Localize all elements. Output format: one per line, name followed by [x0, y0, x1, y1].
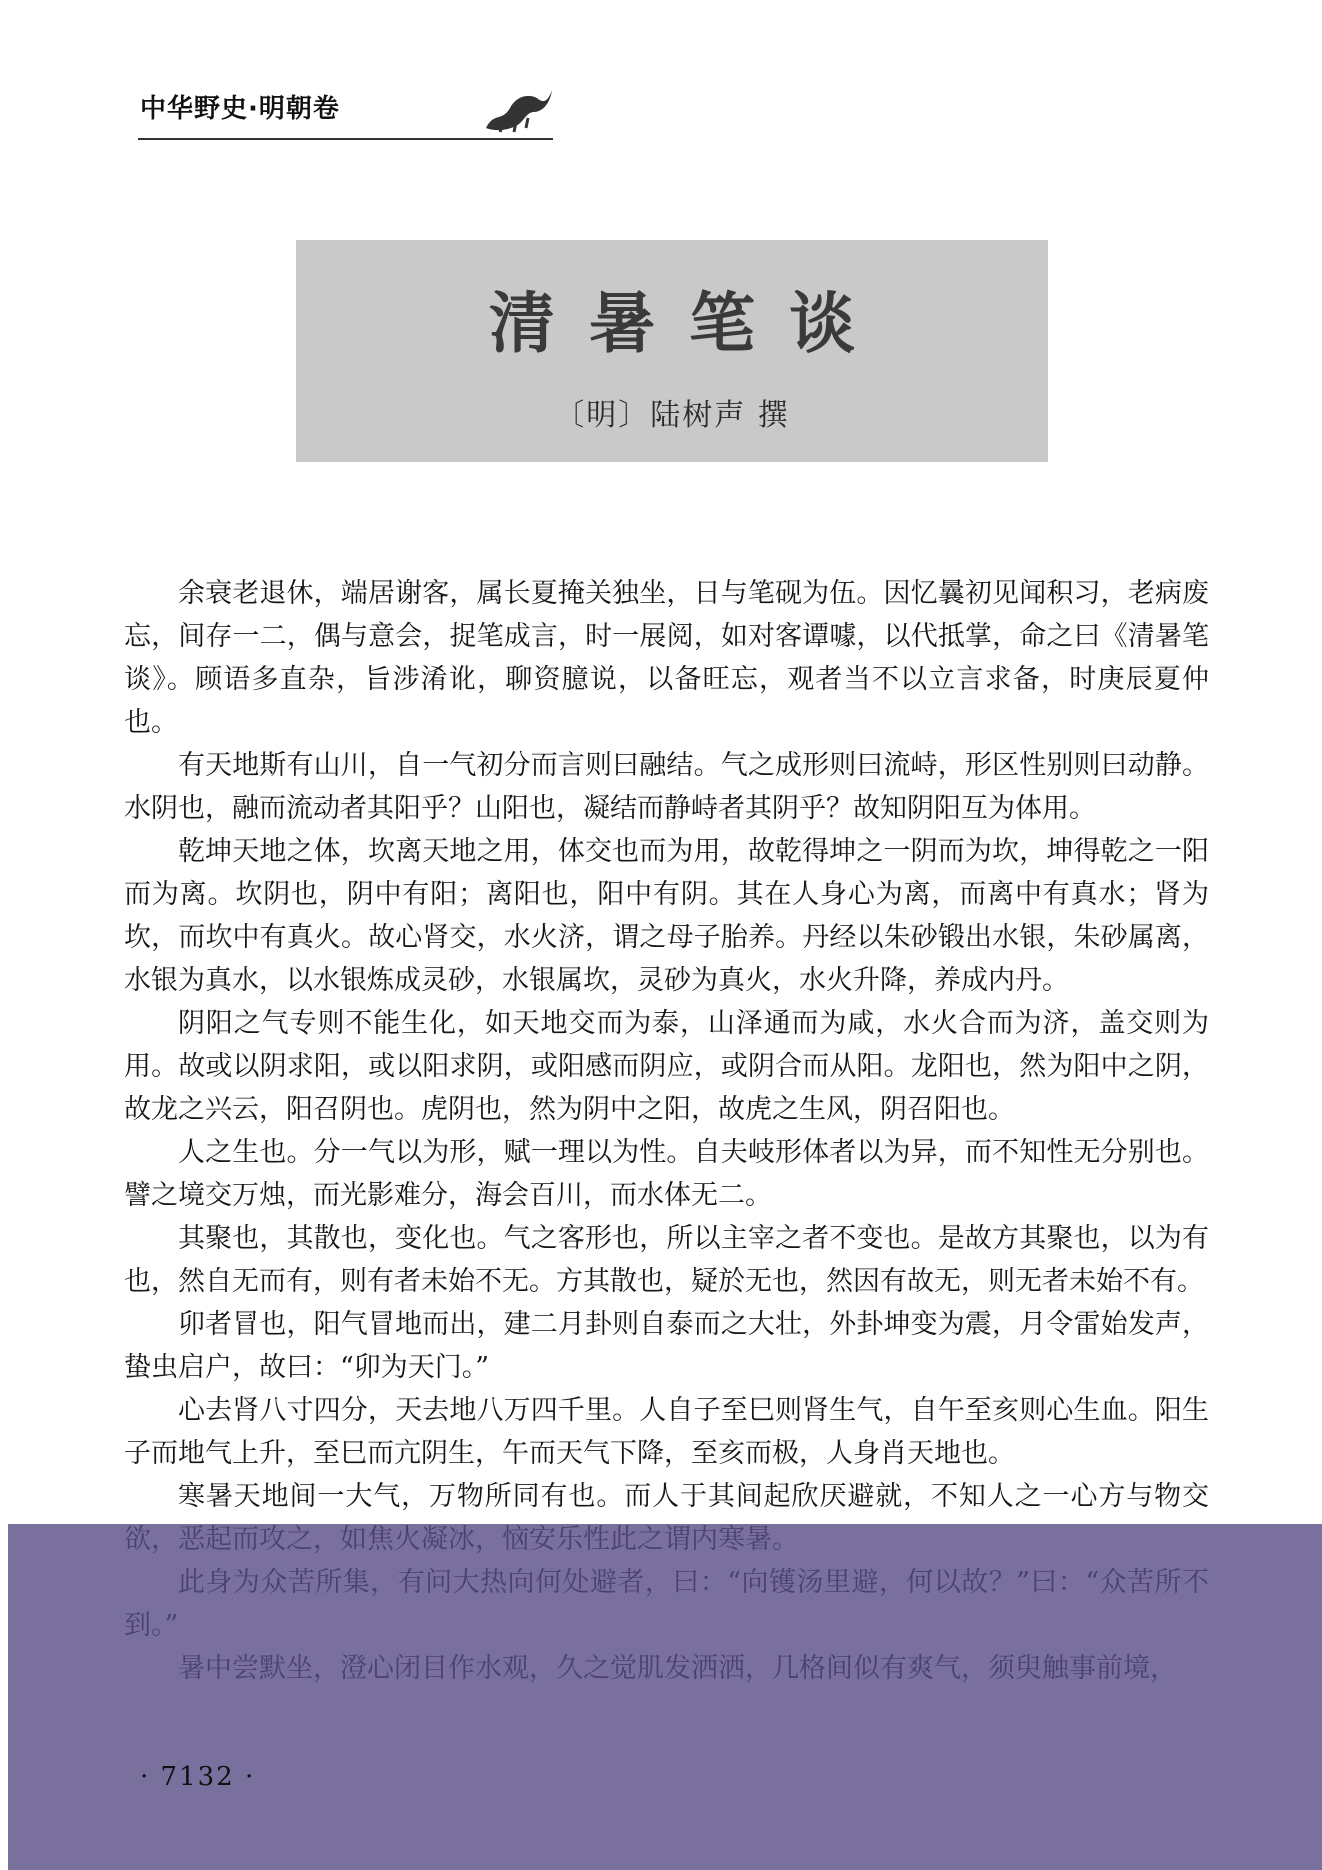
paragraph: 人之生也。分一气以为形，赋一理以为性。自夫岐形体者以为异，而不知性无分别也。譬之境交万烛，而光影难分，海会百川，而水体无二。: [124, 1137, 1209, 1211]
page-number: · 7132 ·: [140, 1762, 256, 1792]
paragraph: 卯者冒也，阳气冒地而出，建二月卦则自泰而之大壮，外卦坤变为震，月令雷始发声，蛰虫启户，故曰：“卯为天门。”: [124, 1309, 1209, 1383]
paragraph: 心去肾八寸四分，天去地八万四千里。人自子至巳则肾生气，自午至亥则心生血。阳生子而地气上升，至巳而亢阴生，午而天气下降，至亥而极，人身肖天地也。: [124, 1395, 1209, 1469]
author-byline: 〔明〕陆树声 撰: [554, 398, 790, 433]
paragraph: 其聚也，其散也，变化也。气之客形也，所以主宰之者不变也。是故方其聚也，以为有也，然自无而有，则有者未始不无。方其散也，疑於无也，然因有故无，则无者未始不有。: [124, 1223, 1209, 1297]
paragraph: 乾坤天地之体，坎离天地之用，体交也而为用，故乾得坤之一阴而为坎，坤得乾之一阳而为离。坎阴也，阴中有阳；离阳也，阳中有阴。其在人身心为离，而离中有真水；肾为坎，而坎中有真火。故心肾交，水火济，谓之母子胎养。丹经以朱砂锻出水银，朱砂属离，水银为真水，以水银炼成灵砂，水银属坎，灵砂为真火，水火升降，养成内丹。: [124, 836, 1209, 996]
selection-overlay: [8, 1524, 1322, 1870]
page-title: 清暑笔谈: [489, 284, 889, 362]
header-rule: [138, 138, 553, 140]
paragraph: 寒暑天地间一大气，万物所同有也。而人于其间起欣厌避就，不知人之一心方与物交: [178, 1481, 1209, 1512]
dragon-ornament-icon: [480, 82, 555, 138]
running-head: 中华野史·明朝卷: [140, 94, 340, 124]
paragraph: 阴阳之气专则不能生化，如天地交而为泰，山泽通而为咸，水火合而为济，盖交则为用。故或以阴求阳，或以阳求阴，或阳感而阴应，或阴合而从阳。龙阳也，然为阳中之阴，故龙之兴云，阳召阴也。虎阴也，然为阴中之阳，故虎之生风，阴召阳也。: [124, 1008, 1209, 1125]
body-text: [124, 572, 1209, 1690]
paragraph: 余衰老退休，端居谢客，属长夏掩关独坐，日与笔砚为伍。因忆曩初见闻积习，老病废忘，间存一二，偶与意会，捉笔成言，时一展阅，如对客谭噱，以代抵掌，命之曰《清暑笔谈》。顾语多直杂，旨涉淆讹，聊资臆说，以备旺忘，观者当不以立言求备，时庚辰夏仲也。: [124, 578, 1209, 738]
title-box: [296, 240, 1048, 462]
paragraph: 有天地斯有山川，自一气初分而言则曰融结。气之成形则曰流峙，形区性别则曰动静。水阴也，融而流动者其阳乎？山阳也，凝结而静峙者其阴乎？故知阴阳互为体用。: [124, 750, 1209, 824]
